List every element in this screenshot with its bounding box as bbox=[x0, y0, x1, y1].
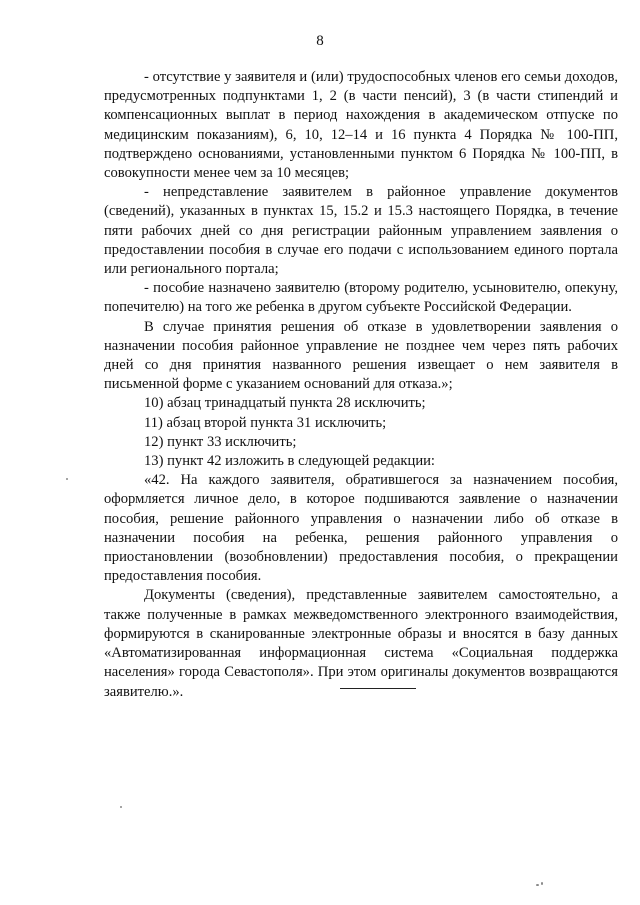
item-12: 12) пункт 33 исключить; bbox=[144, 433, 297, 450]
paragraph-other-region: - пособие назначено заявителю (второму родителю, усыновителю, опекуну, попечителю) на того же ребенка в другом субъекте Российской Федерации. bbox=[104, 280, 618, 316]
item-11: 11) абзац второй пункта 31 исключить; bbox=[144, 414, 387, 431]
scan-speck bbox=[120, 806, 122, 808]
clause-42-documents: Документы (сведения), представленные заявителем самостоятельно, а также полученные в рамках межведомственного электронного взаимодействия, формируются в сканированные электронные образы и вносятся в базу данных «Автоматизированная информационная система «Социальная поддержка населения» города Севастополя». При этом оригиналы документов возвращаются заявителю.». bbox=[104, 587, 618, 700]
paragraph-refusal-notice: В случае принятия решения об отказе в удовлетворении заявления о назначении пособия районное управление не позднее чем через пять рабочих дней со дня принятия названного решения извещает о нем заявителя в письменной форме с указанием оснований для отказа.»; bbox=[104, 318, 618, 393]
item-13: 13) пункт 42 изложить в следующей редакции: bbox=[144, 453, 435, 470]
page-number: 8 bbox=[316, 33, 324, 49]
closing-rule bbox=[340, 688, 416, 689]
item-10: 10) абзац тринадцатый пункта 28 исключить; bbox=[144, 395, 426, 412]
scan-speck bbox=[536, 884, 539, 886]
paragraph-no-income: - отсутствие у заявителя и (или) трудоспособных членов его семьи доходов, предусмотренных подпунктами 1, 2 (в части пенсий), 3 (в части стипендий и компенсационных выплат в период нахождения в академическом отпуске по медицинским показаниям), 6, 10, 12–14 и 16 пункта 4 Порядка № 100-ПП, подтверждено основаниями, установленными пунктом 6 Порядка № 100-ПП, в совокупности менее чем за 10 месяцев; bbox=[104, 69, 618, 182]
clause-42-personal-file: «42. На каждого заявителя, обратившегося за назначением пособия, оформляется личное дело, в которое подшиваются заявление о назначении пособия, решение районного управления о назначении либо об отказе в назначении пособия на ребенка, решения районного управления о приостановлении (возобновлении) предоставления пособия, о прекращении предоставления пособия. bbox=[104, 472, 618, 585]
scan-speck bbox=[541, 882, 543, 885]
paragraph-no-documents: - непредставление заявителем в районное управление документов (сведений), указанных в пунктах 15, 15.2 и 15.3 настоящего Порядка, в течение пяти рабочих дней со дня регистрации районным управлением заявления о предоставлении пособия в случае его подачи с использованием единого портала или регионального портала; bbox=[104, 184, 618, 278]
document-body bbox=[104, 68, 618, 702]
scan-speck bbox=[66, 478, 68, 480]
